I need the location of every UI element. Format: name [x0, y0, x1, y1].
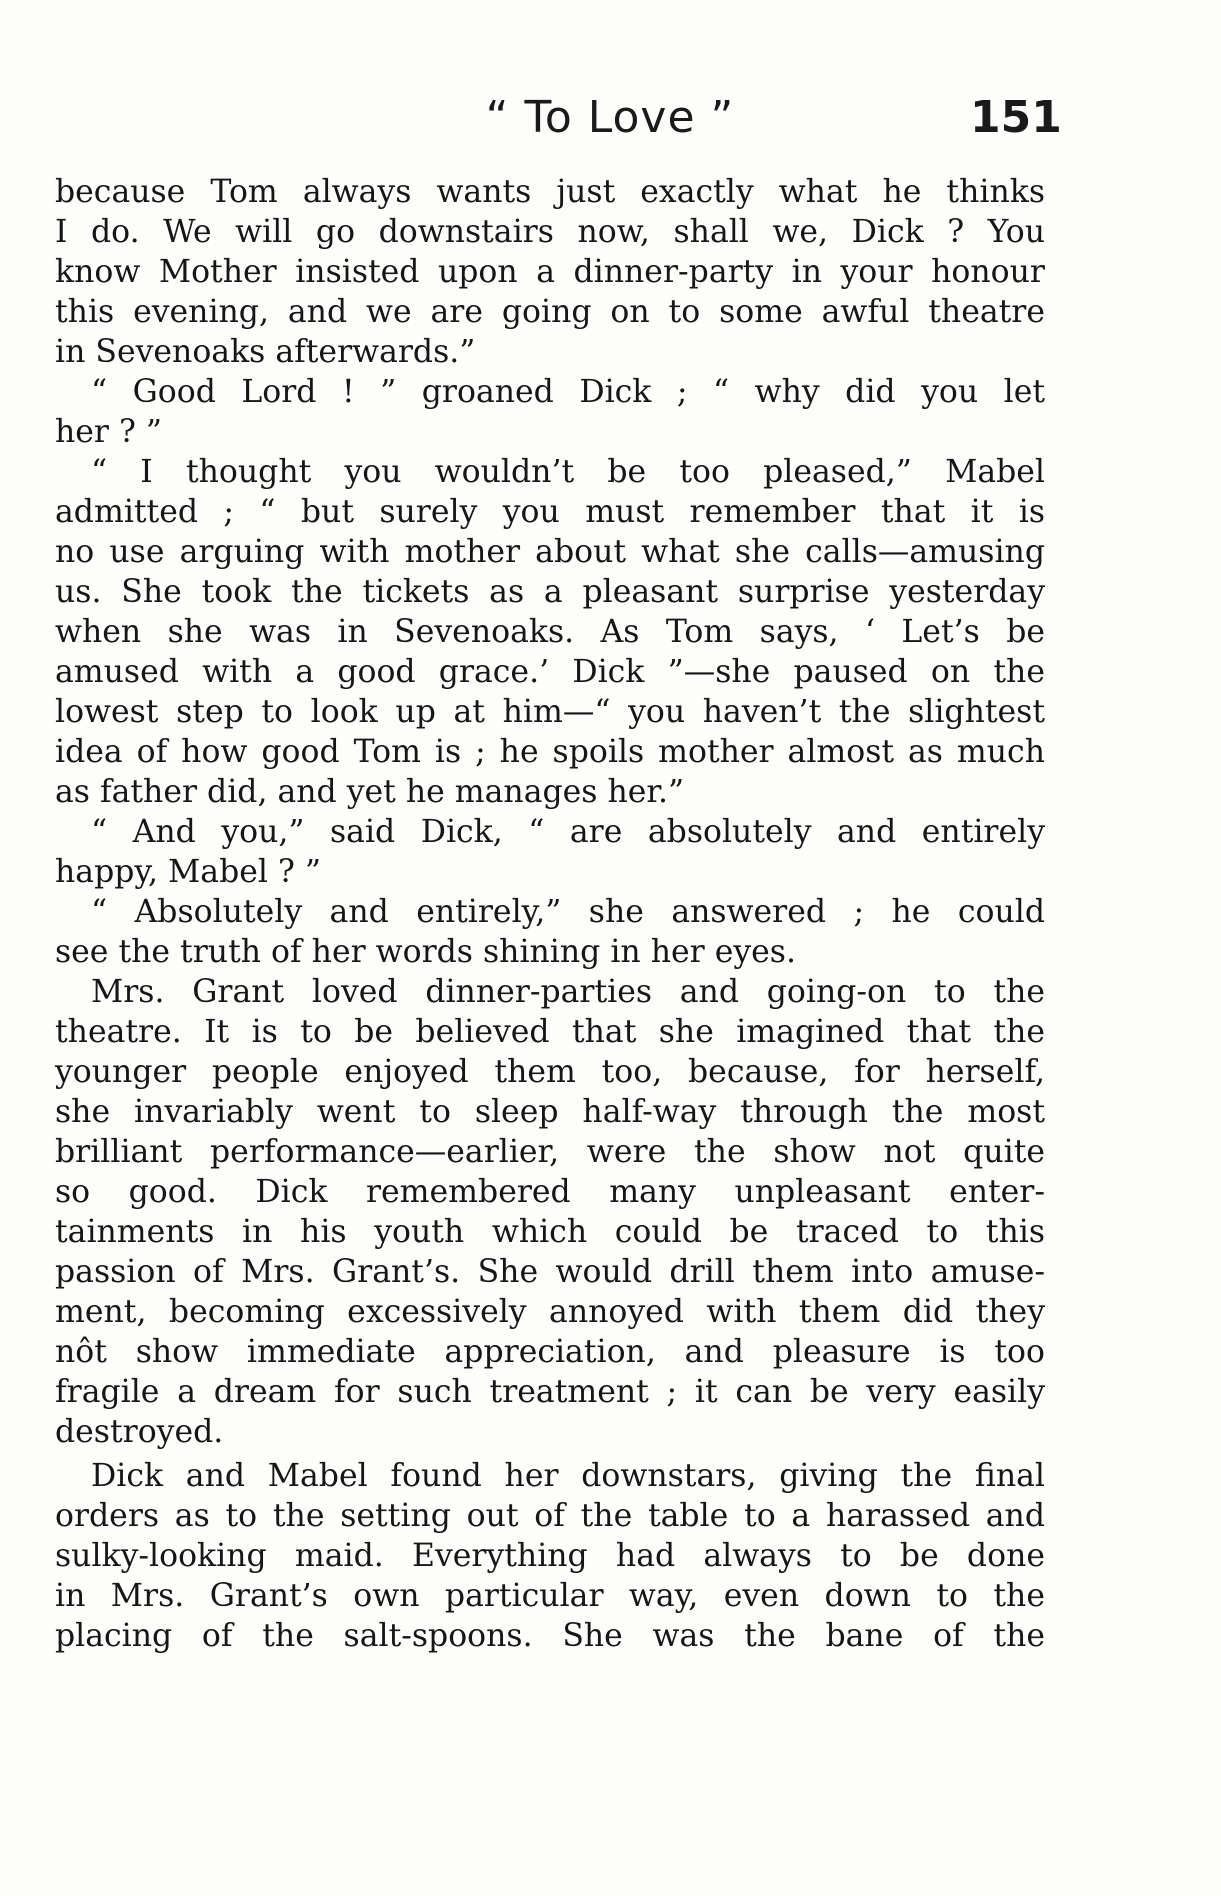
text-line: Dick and Mabel found her downstars, giving the final	[91, 1458, 1045, 1494]
text-line: her ? ”	[55, 414, 163, 450]
text-line: no use arguing with mother about what she calls—amusing	[55, 534, 1045, 570]
text-line: fragile a dream for such treatment ; it can be very easily	[55, 1374, 1045, 1410]
text-line: because Tom always wants just exactly what he thinks	[55, 174, 1045, 210]
text-line: brilliant performance—earlier, were the show not quite	[55, 1134, 1045, 1170]
text-line: in Sevenoaks afterwards.”	[55, 334, 476, 370]
text-line: admitted ; “ but surely you must remember that it is	[55, 494, 1045, 530]
text-line: destroyed.	[55, 1414, 224, 1450]
text-line: know Mother insisted upon a dinner-party in your honour	[55, 254, 1045, 290]
text-line: lowest step to look up at him—“ you haven’t the slightest	[55, 694, 1045, 730]
text-line: placing of the salt-spoons. She was the bane of the	[55, 1618, 1045, 1654]
text-line: orders as to the setting out of the table to a harassed and	[55, 1498, 1045, 1534]
text-line: “ I thought you wouldn’t be too pleased,” Mabel	[91, 454, 1045, 490]
text-line: when she was in Sevenoaks. As Tom says, ‘ Let’s be	[55, 614, 1045, 650]
running-title: “ To Love ”	[485, 92, 735, 143]
text-line: she invariably went to sleep half-way through the most	[55, 1094, 1045, 1130]
text-line: happy, Mabel ? ”	[55, 854, 321, 890]
text-line: see the truth of her words shining in her eyes.	[55, 934, 796, 970]
text-line: us. She took the tickets as a pleasant surprise yesterday	[55, 574, 1045, 610]
text-line: “ Absolutely and entirely,” she answered ; he could	[91, 894, 1045, 930]
body-text	[55, 172, 1045, 1656]
text-line: nôt show immediate appreciation, and pleasure is too	[55, 1334, 1045, 1370]
text-line: younger people enjoyed them too, because, for herself,	[55, 1054, 1045, 1090]
text-line: “ Good Lord ! ” groaned Dick ; “ why did you let	[91, 374, 1045, 410]
text-line: theatre. It is to be believed that she imagined that the	[55, 1014, 1045, 1050]
text-line: this evening, and we are going on to some awful theatre	[55, 294, 1045, 330]
text-line: idea of how good Tom is ; he spoils mother almost as much	[55, 734, 1045, 770]
text-line: amused with a good grace.’ Dick ”—she paused on the	[55, 654, 1045, 690]
text-line: I do. We will go downstairs now, shall we, Dick ? You	[55, 214, 1045, 250]
text-line: “ And you,” said Dick, “ are absolutely and entirely	[91, 814, 1045, 850]
text-line: sulky-looking maid. Everything had always to be done	[55, 1538, 1045, 1574]
text-line: in Mrs. Grant’s own particular way, even down to the	[55, 1578, 1045, 1614]
text-line: so good. Dick remembered many unpleasant enter-	[55, 1174, 1045, 1210]
text-line: passion of Mrs. Grant’s. She would drill them into amuse-	[55, 1254, 1045, 1290]
running-head	[0, 92, 1221, 152]
text-line: ment, becoming excessively annoyed with them did they	[55, 1294, 1045, 1330]
text-line: tainments in his youth which could be traced to this	[55, 1214, 1045, 1250]
text-line: as father did, and yet he manages her.”	[55, 774, 685, 810]
page-number: 151	[970, 92, 1062, 143]
text-line: Mrs. Grant loved dinner-parties and going-on to the	[91, 974, 1045, 1010]
